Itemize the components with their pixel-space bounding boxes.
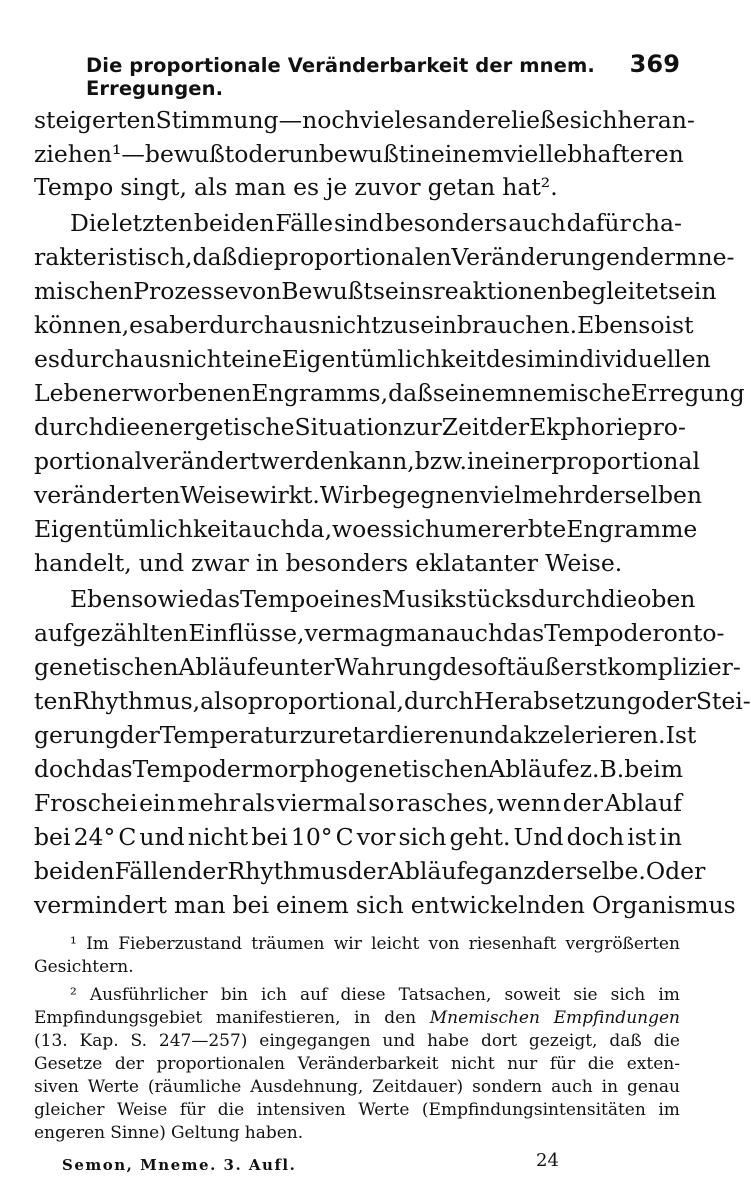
running-title: Die proportionale Veränderbarkeit der mnem. Erregungen. xyxy=(86,54,595,100)
body-line: handelt, und zwar in besonders eklatanter Weise. xyxy=(34,549,623,577)
body-line: ziehen¹ — bewußt oder unbewußt in einem viel lebhafteren xyxy=(34,140,684,168)
body-line: können, es aber durchaus nicht zu sein brauchen. Ebenso ist xyxy=(34,311,694,339)
body-line: durch die energetische Situation zur Zeit der Ekphorie pro- xyxy=(34,413,686,441)
body-line: Froschei ein mehr als viermal so rasches, wenn der Ablauf xyxy=(34,789,682,817)
sheet-number: 24 xyxy=(536,1150,559,1171)
body-line: Leben erworbenen Engramms, daß seine mnemische Erregung xyxy=(34,379,745,407)
page-number: 369 xyxy=(629,50,680,78)
footnote-line: Gesetze der proportionalen Veränderbarkeit nicht nur für die exten- xyxy=(34,1054,680,1074)
footnote-line: siven Werte (räumliche Ausdehnung, Zeitdauer) sondern auch in genau xyxy=(34,1077,680,1097)
body-line: doch das Tempo der morphogenetischen Abläufe z. B. beim xyxy=(34,755,684,783)
body-line: aufgezählten Einflüsse, vermag man auch das Tempo der onto- xyxy=(34,619,725,647)
body-line: veränderten Weise wirkt. Wir begegnen vielmehr derselben xyxy=(34,481,703,509)
footnote-line: ² Ausführlicher bin ich auf diese Tatsachen, soweit sie sich im xyxy=(70,985,680,1005)
signature-mark: Semon, Mneme. 3. Aufl. xyxy=(62,1156,297,1174)
body-line: vermindert man bei einem sich entwickelnden Organismus xyxy=(34,891,736,919)
body-line: mischen Prozesse von Bewußtseinsreaktionen begleitet sein xyxy=(34,277,717,305)
body-line: steigerten Stimmung — noch vieles andere ließe sich heran- xyxy=(34,106,695,134)
body-line: es durchaus nicht eine Eigentümlichkeit des im individuellen xyxy=(34,345,711,373)
body-line: rakteristisch, daß die proportionalen Veränderungen der mne- xyxy=(34,243,735,271)
footnote-line: Empfindungsgebiet manifestieren, in den Mnemischen Empfindungen xyxy=(34,1008,680,1028)
body-line: gerung der Temperatur zu retardieren und akzelerieren. Ist xyxy=(34,721,697,749)
body-line: genetischen Abläufe unter Wahrung des oft äußerst komplizier- xyxy=(34,653,741,681)
body-line: bei 24° C und nicht bei 10° C vor sich geht. Und doch ist in xyxy=(34,823,682,851)
footnote-line: gleicher Weise für die intensiven Werte (Empfindungsintensitäten im xyxy=(34,1100,680,1120)
running-header xyxy=(86,50,680,100)
footnote-line: (13. Kap. S. 247—257) eingegangen und habe dort gezeigt, daß die xyxy=(34,1031,680,1051)
body-line: portional verändert werden kann, bzw. in einer proportional xyxy=(34,447,700,475)
body-line: ten Rhythmus, also proportional, durch Herabsetzung oder Stei- xyxy=(34,687,751,715)
body-line: Eigentümlichkeit auch da, wo es sich um ererbte Engramme xyxy=(34,515,698,543)
body-line: Tempo singt, als man es je zuvor getan hat². xyxy=(34,173,558,201)
footnote-line: engeren Sinne) Geltung haben. xyxy=(34,1123,304,1143)
body-line: Die letzten beiden Fälle sind besonders auch dafür cha- xyxy=(70,209,682,237)
body-line: Ebenso wie das Tempo eines Musikstücks durch die oben xyxy=(70,585,696,613)
footnote-line: Gesichtern. xyxy=(34,957,134,977)
body-line: beiden Fällen der Rhythmus der Abläufe ganz derselbe. Oder xyxy=(34,857,706,885)
footnote-line: ¹ Im Fieberzustand träumen wir leicht von riesenhaft vergrößerten xyxy=(70,934,680,954)
